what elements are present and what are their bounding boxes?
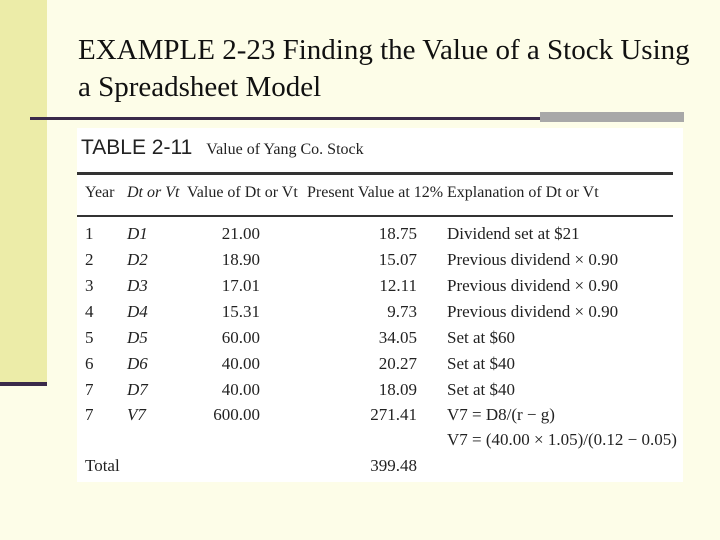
left-accent-bar-base bbox=[0, 382, 47, 386]
header-symbol: Dt or Vt bbox=[127, 184, 180, 201]
row-year: 2 bbox=[85, 250, 94, 269]
header-year: Year bbox=[85, 184, 115, 201]
table-image-panel bbox=[77, 128, 683, 482]
row-value: 40.00 bbox=[221, 380, 260, 399]
row-symbol: D4 bbox=[127, 302, 148, 321]
header-present-value: Present Value at 12% bbox=[307, 184, 444, 201]
row-symbol: D1 bbox=[127, 224, 148, 243]
title-divider bbox=[30, 117, 540, 120]
title-divider-accent bbox=[540, 112, 684, 122]
row-present-value: 15.07 bbox=[378, 250, 417, 269]
row-present-value: 34.05 bbox=[378, 328, 417, 347]
row-value: 15.31 bbox=[221, 302, 260, 321]
row-year: 6 bbox=[85, 354, 94, 373]
table-number: TABLE 2-11 bbox=[81, 136, 193, 159]
row-year: 4 bbox=[85, 302, 94, 321]
row-year: 5 bbox=[85, 328, 94, 347]
table-row bbox=[77, 302, 673, 328]
row-explanation: Previous dividend × 0.90 bbox=[447, 250, 619, 269]
row-value: 600.00 bbox=[213, 405, 260, 424]
row-symbol: D3 bbox=[127, 276, 148, 295]
table-row bbox=[77, 380, 673, 406]
row-year: 7 bbox=[85, 380, 94, 399]
row-symbol: V7 bbox=[127, 405, 146, 424]
row-symbol: D7 bbox=[127, 380, 148, 399]
row-symbol: D2 bbox=[127, 250, 148, 269]
row-symbol: D5 bbox=[127, 328, 148, 347]
table-row bbox=[77, 250, 673, 276]
table-row bbox=[77, 224, 673, 250]
total-present-value: 399.48 bbox=[370, 456, 417, 475]
header-row bbox=[77, 184, 673, 210]
row-value: 18.90 bbox=[221, 250, 260, 269]
row-year: 7 bbox=[85, 405, 94, 424]
header-value: Value of Dt or Vt bbox=[187, 184, 298, 201]
row-year: 1 bbox=[85, 224, 94, 243]
row-year: 3 bbox=[85, 276, 94, 295]
table-name: Value of Yang Co. Stock bbox=[206, 141, 364, 158]
row-explanation: Previous dividend × 0.90 bbox=[447, 276, 619, 295]
row-present-value: 9.73 bbox=[387, 302, 417, 321]
table-row bbox=[77, 405, 673, 431]
table-caption bbox=[81, 136, 364, 166]
row-explanation: Previous dividend × 0.90 bbox=[447, 302, 619, 321]
table-row bbox=[77, 354, 673, 380]
table-row bbox=[77, 328, 673, 354]
table-row bbox=[77, 276, 673, 302]
row-present-value: 18.09 bbox=[378, 380, 417, 399]
row-explanation: Set at $40 bbox=[447, 380, 515, 399]
table-row bbox=[77, 430, 677, 456]
row-value: 21.00 bbox=[221, 224, 260, 243]
total-row bbox=[77, 456, 673, 482]
row-explanation: V7 = (40.00 × 1.05)/(0.12 − 0.05) bbox=[447, 430, 677, 449]
row-value: 40.00 bbox=[221, 354, 260, 373]
header-explanation: Explanation of Dt or Vt bbox=[447, 184, 599, 201]
row-explanation: Set at $40 bbox=[447, 354, 515, 373]
total-label: Total bbox=[85, 456, 120, 475]
row-explanation: Dividend set at $21 bbox=[447, 224, 580, 243]
row-explanation: V7 = D8/(r − g) bbox=[447, 405, 555, 424]
row-present-value: 20.27 bbox=[378, 354, 417, 373]
row-present-value: 271.41 bbox=[370, 405, 417, 424]
row-present-value: 18.75 bbox=[378, 224, 417, 243]
slide-title: EXAMPLE 2-23 Finding the Value of a Stock Using a Spreadsheet Model bbox=[78, 34, 690, 103]
row-value: 60.00 bbox=[221, 328, 260, 347]
row-explanation: Set at $60 bbox=[447, 328, 515, 347]
table-header bbox=[77, 172, 673, 217]
left-accent-bar bbox=[0, 0, 47, 382]
row-symbol: D6 bbox=[127, 354, 148, 373]
row-value: 17.01 bbox=[221, 276, 260, 295]
row-present-value: 12.11 bbox=[379, 276, 417, 295]
